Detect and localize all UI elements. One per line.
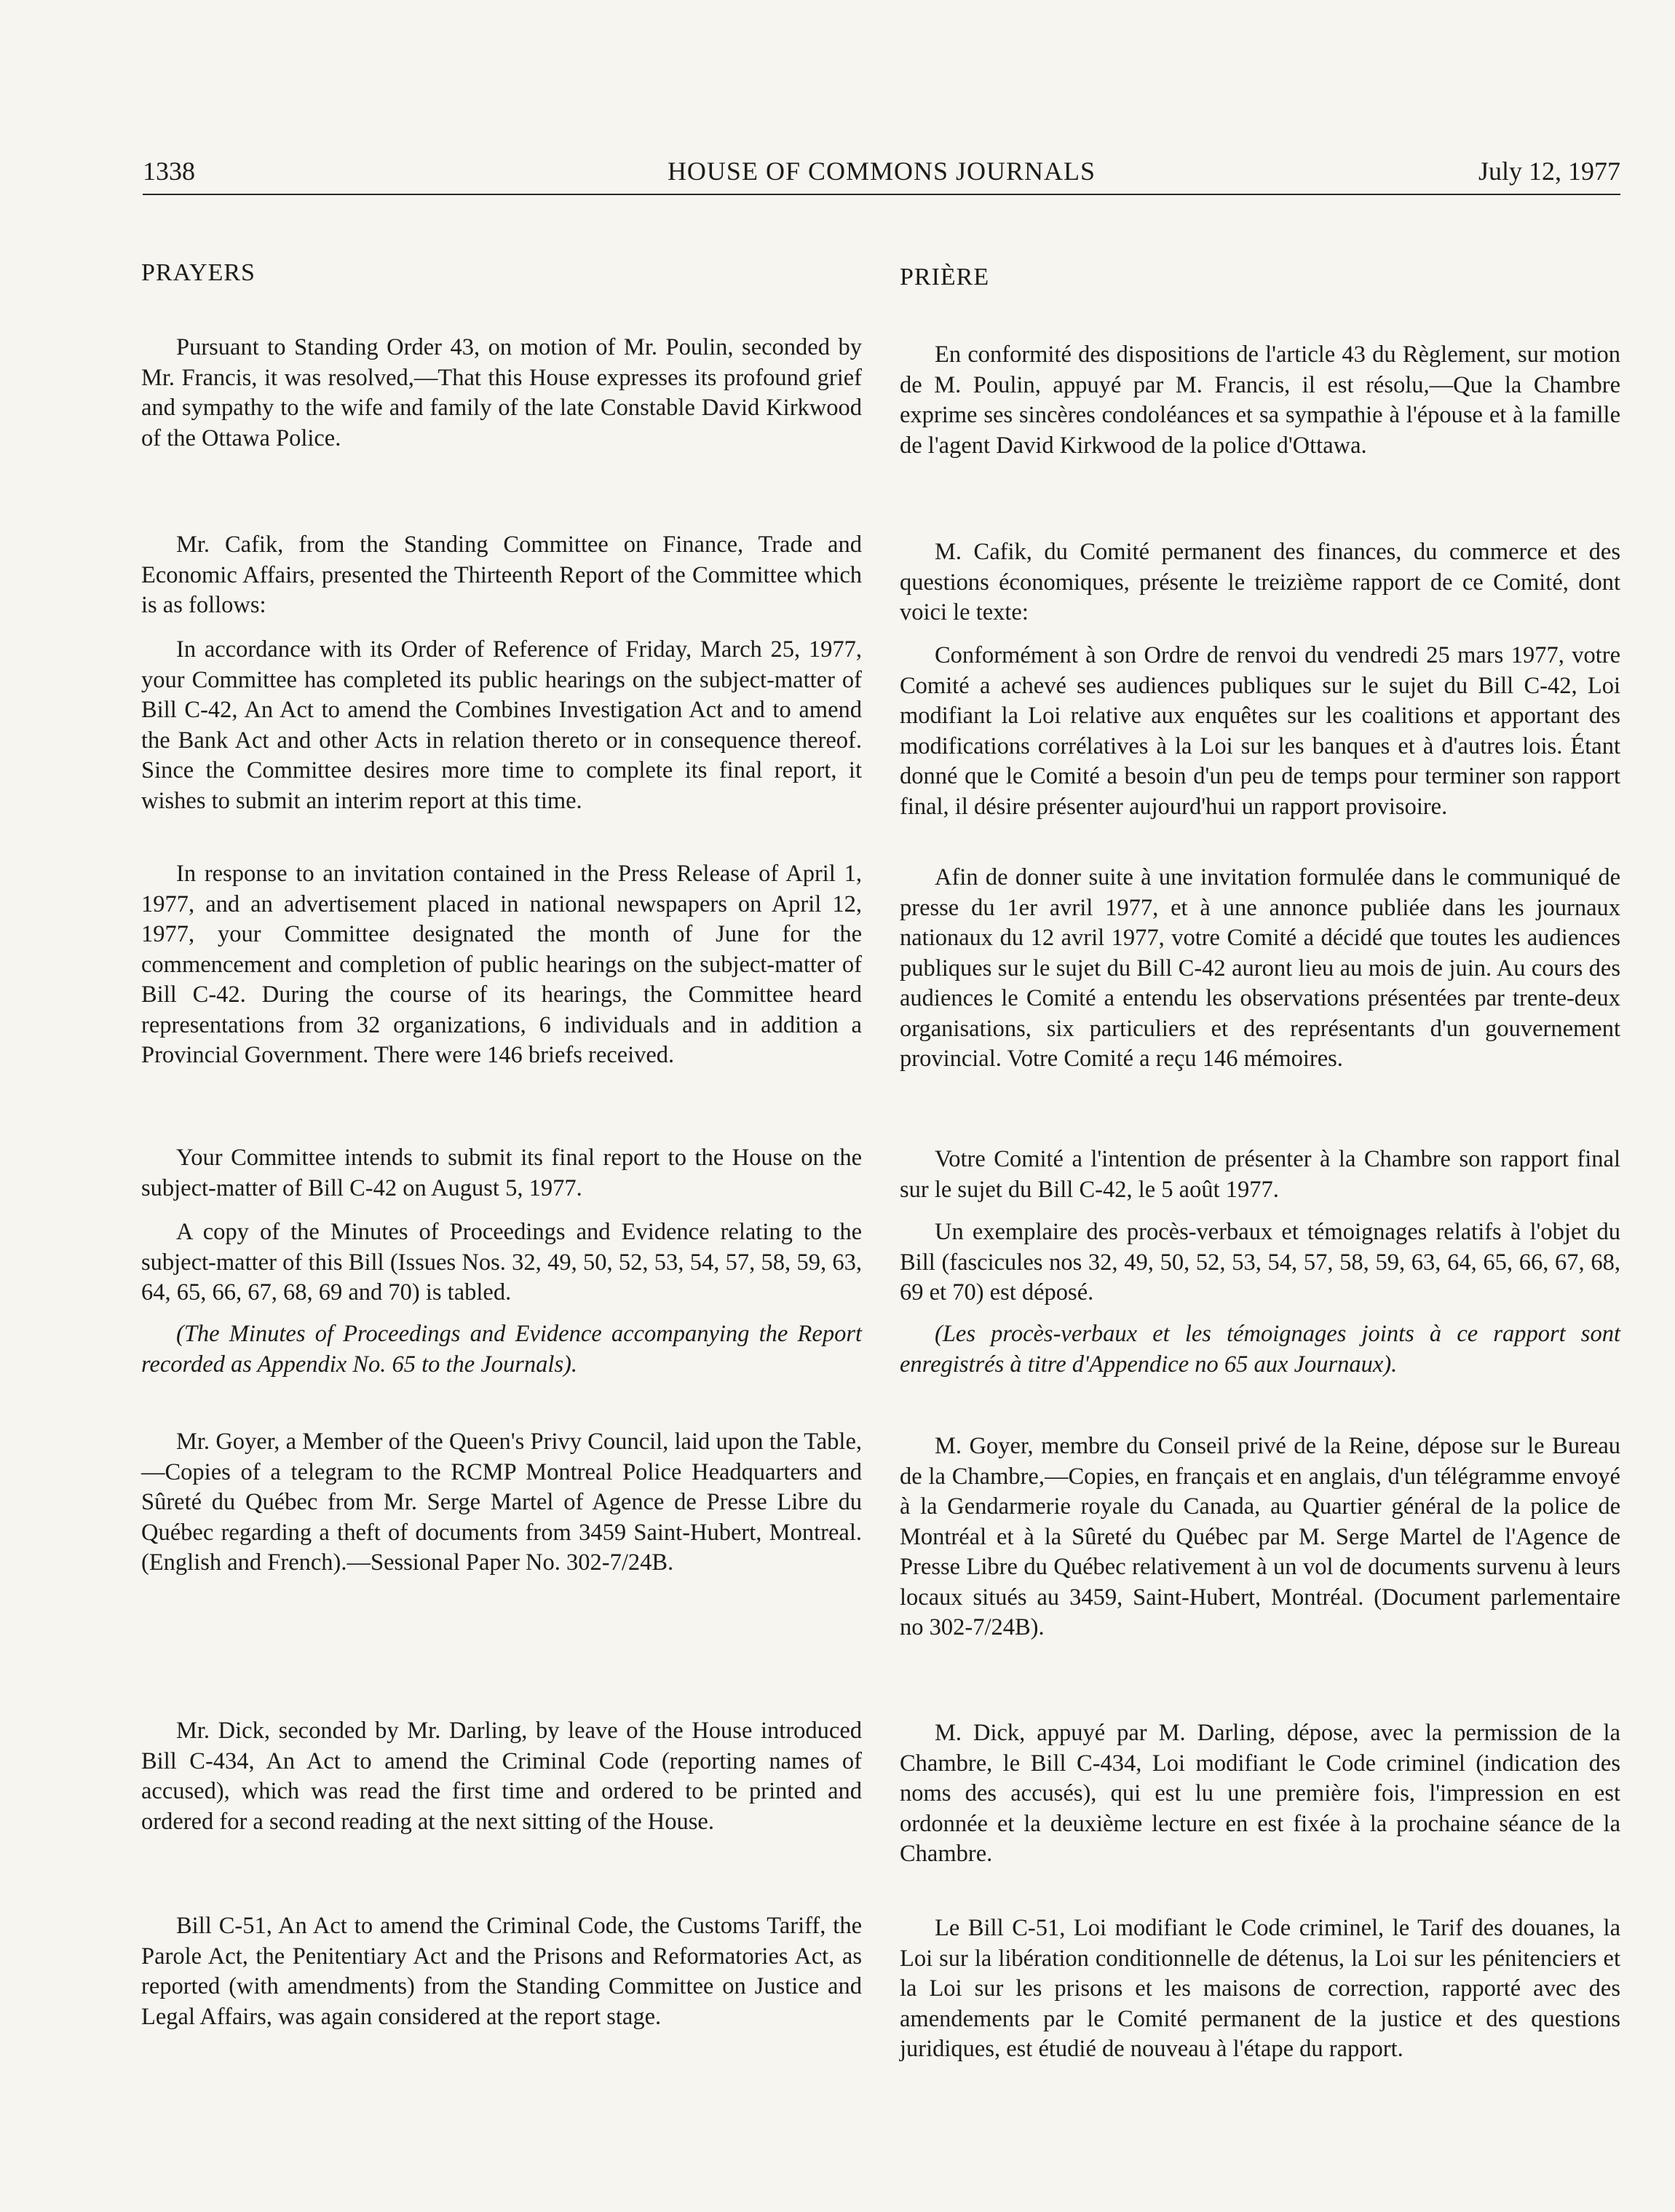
paragraph-communique-presse: Afin de donner suite à une invitation formulée dans le communiqué de presse du 1er avril 1977, et à une annonce publiée dans les journaux nationaux du 12 avril 1977, votre Comité a décidé que toutes les audiences publiques sur le sujet du Bill C-42 auront lieu au mois de juin. Au cours des audiences le Comité a entendu les observations présentées par trente-deux organisations, six particuliers et des représentants d'un gouvernement provincial. Votre Comité a reçu 146 mémoires. [900, 864, 1620, 1072]
paragraph-minutes-tabled: A copy of the Minutes of Proceedings and Evidence relating to the subject-matter of this Bill (Issues Nos. 32, 49, 50, 52, 53, 54, 57, 58, 59, 63, 64, 65, 66, 67, 68, 69 and 70) is tabled. [141, 1219, 862, 1306]
paragraph-proces-verbaux-depose: Un exemplaire des procès-verbaux et témoignages relatifs à l'objet du Bill (fascicules nos 32, 49, 50, 52, 53, 54, 57, 58, 59, 63, 64, 65, 66, 67, 68, 69 et 70) est déposé. [900, 1219, 1620, 1306]
paragraph-bill-c51-fr: Le Bill C-51, Loi modifiant le Code criminel, le Tarif des douanes, la Loi sur la libération conditionnelle de détenus, la Loi sur les pénitenciers et la Loi sur les prisons et les maisons de correction, rapporté avec des amendements par le Comité permanent de la justice et des questions juridiques, est étudié de nouveau à l'étape du rapport. [900, 1915, 1620, 2062]
paragraph-bill-c51: Bill C-51, An Act to amend the Criminal Code, the Customs Tariff, the Parole Act, the Penitentiary Act and the Prisons and Reformatories Act, as reported (with amendments) from the Standing Committee on Justice and Legal Affairs, was again considered at the report stage. [141, 1913, 862, 2030]
paragraph-appendix-note: (The Minutes of Proceedings and Evidence accompanying the Report recorded as Appendix No. 65 to the Journals). [141, 1321, 862, 1378]
journal-title: HOUSE OF COMMONS JOURNALS [667, 157, 1096, 186]
paragraph-cafik-rapport: M. Cafik, du Comité permanent des finances, du commerce et des questions économiques, présente le treizième rapport de ce Comité, dont voici le texte: [900, 539, 1620, 625]
paragraph-bill-c434: Mr. Dick, seconded by Mr. Darling, by leave of the House introduced Bill C-434, An Act to amend the Criminal Code (reporting names of accused), which was read the first time and ordered to be printed and ordered for a second reading at the next sitting of the House. [141, 1718, 862, 1835]
paragraph-rapport-final: Votre Comité a l'intention de présenter à la Chambre son rapport final sur le sujet du Bill C-42, le 5 août 1977. [900, 1146, 1620, 1203]
paragraph-press-release: In response to an invitation contained in the Press Release of April 1, 1977, and an advertisement placed in national newspapers on April 12, 1977, your Committee designated the month of June for the commencement and completion of public hearings on the subject-matter of Bill C-42. During the course of its hearings, the Committee heard representations from 32 organizations, 6 individuals and in addition a Provincial Government. There were 146 briefs received. [141, 861, 862, 1068]
section-heading-prayers: PRAYERS [141, 259, 256, 286]
page-number: 1338 [143, 157, 195, 186]
paragraph-final-report: Your Committee intends to submit its final report to the House on the subject-matter of Bill C-42 on August 5, 1977. [141, 1145, 862, 1201]
paragraph-bill-c434-fr: M. Dick, appuyé par M. Darling, dépose, avec la permission de la Chambre, le Bill C-434, Loi modifiant le Code criminel (indication des noms des accusés), qui est lu une première fois, l'impression en est ordonnée et la deuxième lecture en est fixée à la prochaine séance de la Chambre. [900, 1720, 1620, 1867]
paragraph-motion-condolences: Pursuant to Standing Order 43, on motion of Mr. Poulin, seconded by Mr. Francis, it was resolved,—That this House expresses its profound grief and sympathy to the wife and family of the late Constable David Kirkwood of the Ottawa Police. [141, 334, 862, 451]
section-heading-priere: PRIÈRE [900, 264, 990, 291]
paragraph-goyer-telegramme: M. Goyer, membre du Conseil privé de la Reine, dépose sur le Bureau de la Chambre,—Copies, en français et en anglais, d'un télégramme envoyé à la Gendarmerie royale du Canada, au Quartier général de la police de Montréal et à la Sûreté du Québec par M. Serge Martel de l'Agence de Presse Libre du Québec relativement à un vol de documents survenu à leurs locaux situés au 3459, Saint-Hubert, Montréal. (Document parlementaire no 302-7/24B). [900, 1433, 1620, 1640]
page-header [143, 156, 1620, 195]
paragraph-cafik-report: Mr. Cafik, from the Standing Committee on Finance, Trade and Economic Affairs, presented the Thirteenth Report of the Committee which is as follows: [141, 532, 862, 618]
paragraph-ordre-de-renvoi: Conformément à son Ordre de renvoi du vendredi 25 mars 1977, votre Comité a achevé ses audiences publiques sur le sujet du Bill C-42, Loi modifiant la Loi relative aux enquêtes sur les coalitions et apportant des modifications corrélatives à la Loi sur les banques et à d'autres lois. Étant donné que le Comité a besoin d'un peu de temps pour terminer son rapport final, il désire présenter aujourd'hui un rapport provisoire. [900, 642, 1620, 820]
paragraph-appendice-note: (Les procès-verbaux et les témoignages joints à ce rapport sont enregistrés à titre d'Appendice no 65 aux Journaux). [900, 1321, 1620, 1378]
page-date: July 12, 1977 [1478, 157, 1620, 186]
paragraph-goyer-telegram: Mr. Goyer, a Member of the Queen's Privy Council, laid upon the Table,—Copies of a telegram to the RCMP Montreal Police Headquarters and Sûreté du Québec from Mr. Serge Martel of Agence de Presse Libre du Québec regarding a theft of documents from 3459 Saint-Hubert, Montreal. (English and French).—Sessional Paper No. 302-7/24B. [141, 1429, 862, 1576]
paragraph-motion-condoleances: En conformité des dispositions de l'article 43 du Règlement, sur motion de M. Poulin, appuyé par M. Francis, il est résolu,—Que la Chambre exprime ses sincères condoléances et sa sympathie à l'épouse et à la famille de l'agent David Kirkwood de la police d'Ottawa. [900, 341, 1620, 459]
paragraph-order-of-reference: In accordance with its Order of Reference of Friday, March 25, 1977, your Committee has completed its public hearings on the subject-matter of Bill C-42, An Act to amend the Combines Investigation Act and to amend the Bank Act and other Acts in relation thereto or in consequence thereof. Since the Committee desires more time to complete its final report, it wishes to submit an interim report at this time. [141, 636, 862, 814]
